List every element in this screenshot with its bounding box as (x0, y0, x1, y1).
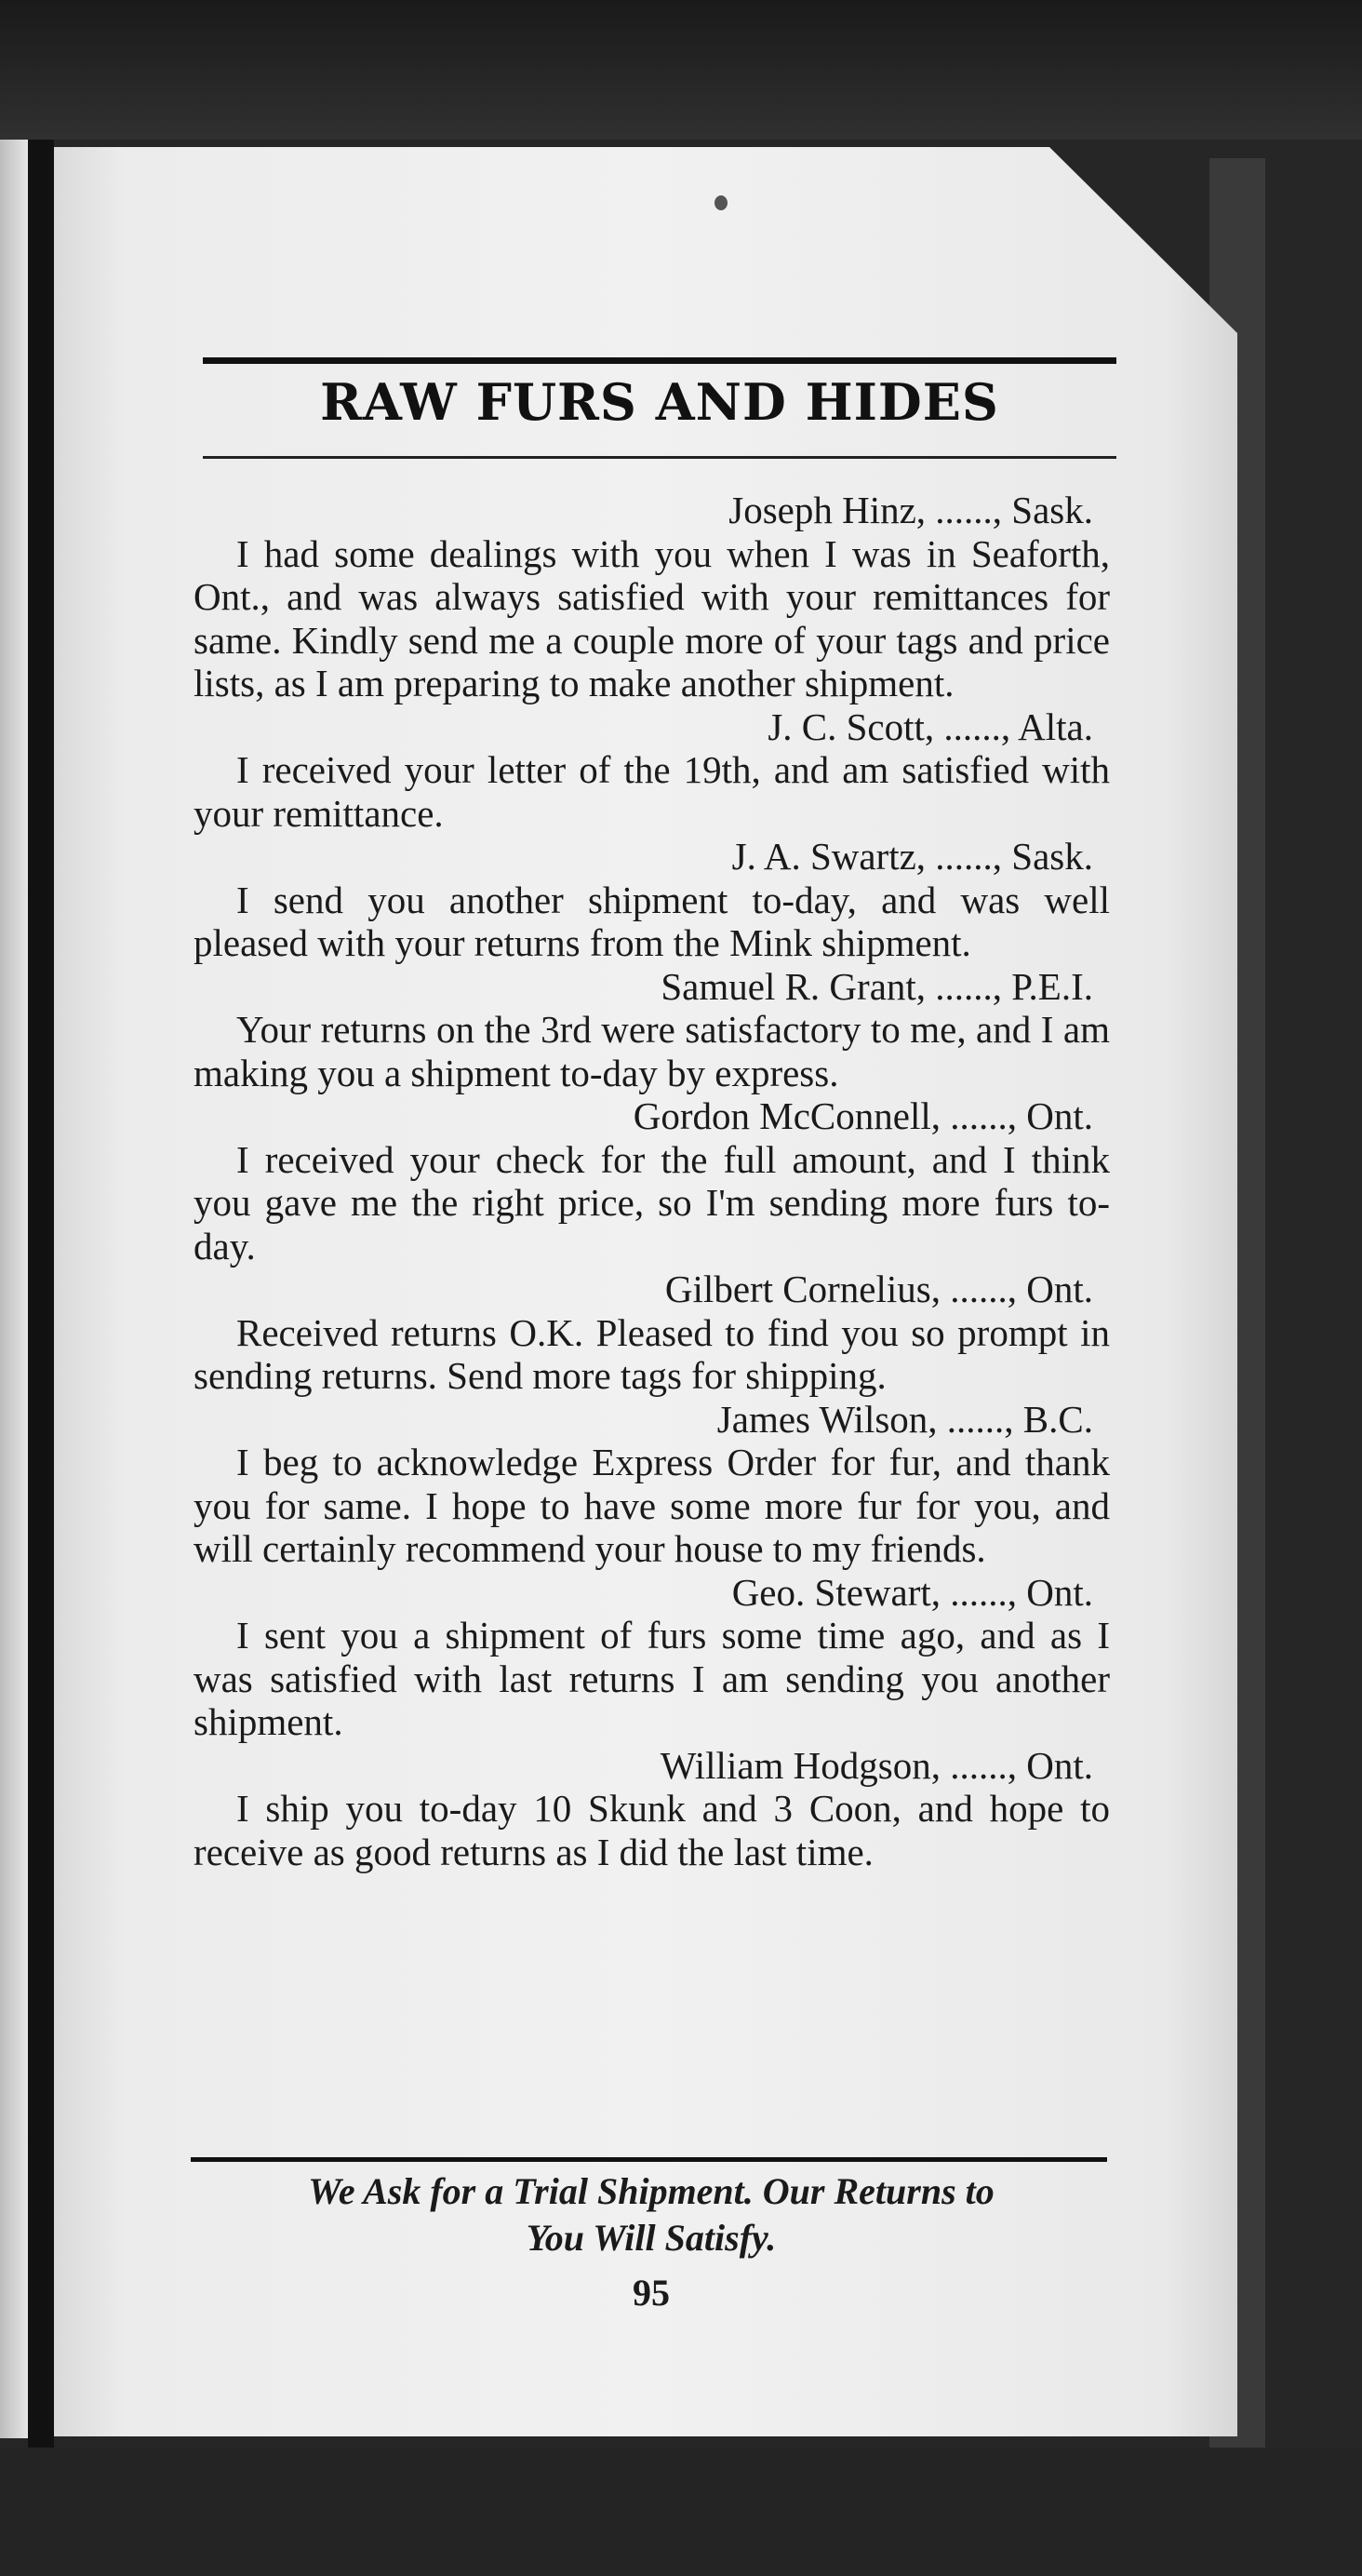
header-rule-top (203, 357, 1116, 364)
testimonial-entry (194, 1744, 1110, 1874)
footer-rule (191, 2157, 1107, 2162)
adjacent-page-edge (0, 140, 28, 2438)
testimonial-entry (194, 835, 1110, 965)
testimonial-text: Received returns O.K. Pleased to find you so prompt in sending returns. Send more tags for shipping. (194, 1310, 1110, 1397)
testimonial-entry (194, 1398, 1110, 1571)
scan-background-top (0, 0, 1362, 140)
testimonial-text: I received your check for the full amount, and I think you gave me the right price, so I'm sending more furs to-day. (194, 1137, 1110, 1268)
testimonial-text: I had some dealings with you when I was in Seaforth, Ont., and was always satisfied with your remittances for same. Kindly send me a couple more of your tags and price lists, as I am preparing to make another shipment. (194, 531, 1110, 704)
page-title: RAW FURS AND HIDES (320, 372, 999, 432)
testimonial-text: Your returns on the 3rd were satisfactory to me, and I am making you a shipment to-day by express. (194, 1008, 1110, 1094)
testimonial-text: I send you another shipment to-day, and was well pleased with your returns from the Mink shipment. (194, 878, 1110, 964)
testimonial-signer: J. A. Swartz, ......, Sask. (731, 835, 1093, 878)
testimonial-text: I beg to acknowledge Express Order for fur, and thank you for same. I hope to have some more fur for you, and will certainly recommend your house to my friends. (194, 1441, 1110, 1570)
testimonial-signer: Geo. Stewart, ......, Ont. (731, 1570, 1093, 1614)
testimonial-signer: Joseph Hinz, ......, Sask. (728, 489, 1093, 531)
testimonial-signer: James Wilson, ......, B.C. (716, 1397, 1093, 1441)
testimonial-text: I sent you a shipment of furs some time ago, and as I was satisfied with last returns I am sending you another shipment. (194, 1614, 1110, 1743)
testimonial-text: I ship you to-day 10 Skunk and 3 Coon, and hope to receive as good returns as I did the last time. (194, 1787, 1110, 1873)
testimonial-entry (194, 1268, 1110, 1398)
testimonial-signer: J. C. Scott, ......, Alta. (768, 704, 1093, 748)
testimonial-signer: William Hodgson, ......, Ont. (660, 1743, 1093, 1787)
testimonial-text: I received your letter of the 19th, and am satisfied with your remittance. (194, 748, 1110, 835)
testimonial-entry (194, 1094, 1110, 1268)
testimonial-entry (194, 705, 1110, 836)
testimonial-signer: Samuel R. Grant, ......, P.E.I. (661, 964, 1093, 1008)
testimonial-entry (194, 1571, 1110, 1744)
slogan-line-1: We Ask for a Trial Shipment. Our Returns to (308, 2170, 995, 2212)
pinhole-mark (714, 195, 728, 210)
book-spine (28, 140, 54, 2448)
testimonial-entry (194, 965, 1110, 1095)
header-rule-bottom (203, 456, 1116, 459)
testimonial-signer: Gilbert Cornelius, ......, Ont. (664, 1268, 1093, 1310)
page-number: 95 (633, 2272, 670, 2314)
footer-slogan (186, 2168, 1116, 2261)
testimonials (194, 489, 1110, 1873)
testimonial-entry (194, 489, 1110, 705)
slogan-line-2: You Will Satisfy. (526, 2217, 777, 2259)
testimonial-signer: Gordon McConnell, ......, Ont. (633, 1094, 1093, 1137)
scan-background-bottom (0, 2448, 1362, 2576)
